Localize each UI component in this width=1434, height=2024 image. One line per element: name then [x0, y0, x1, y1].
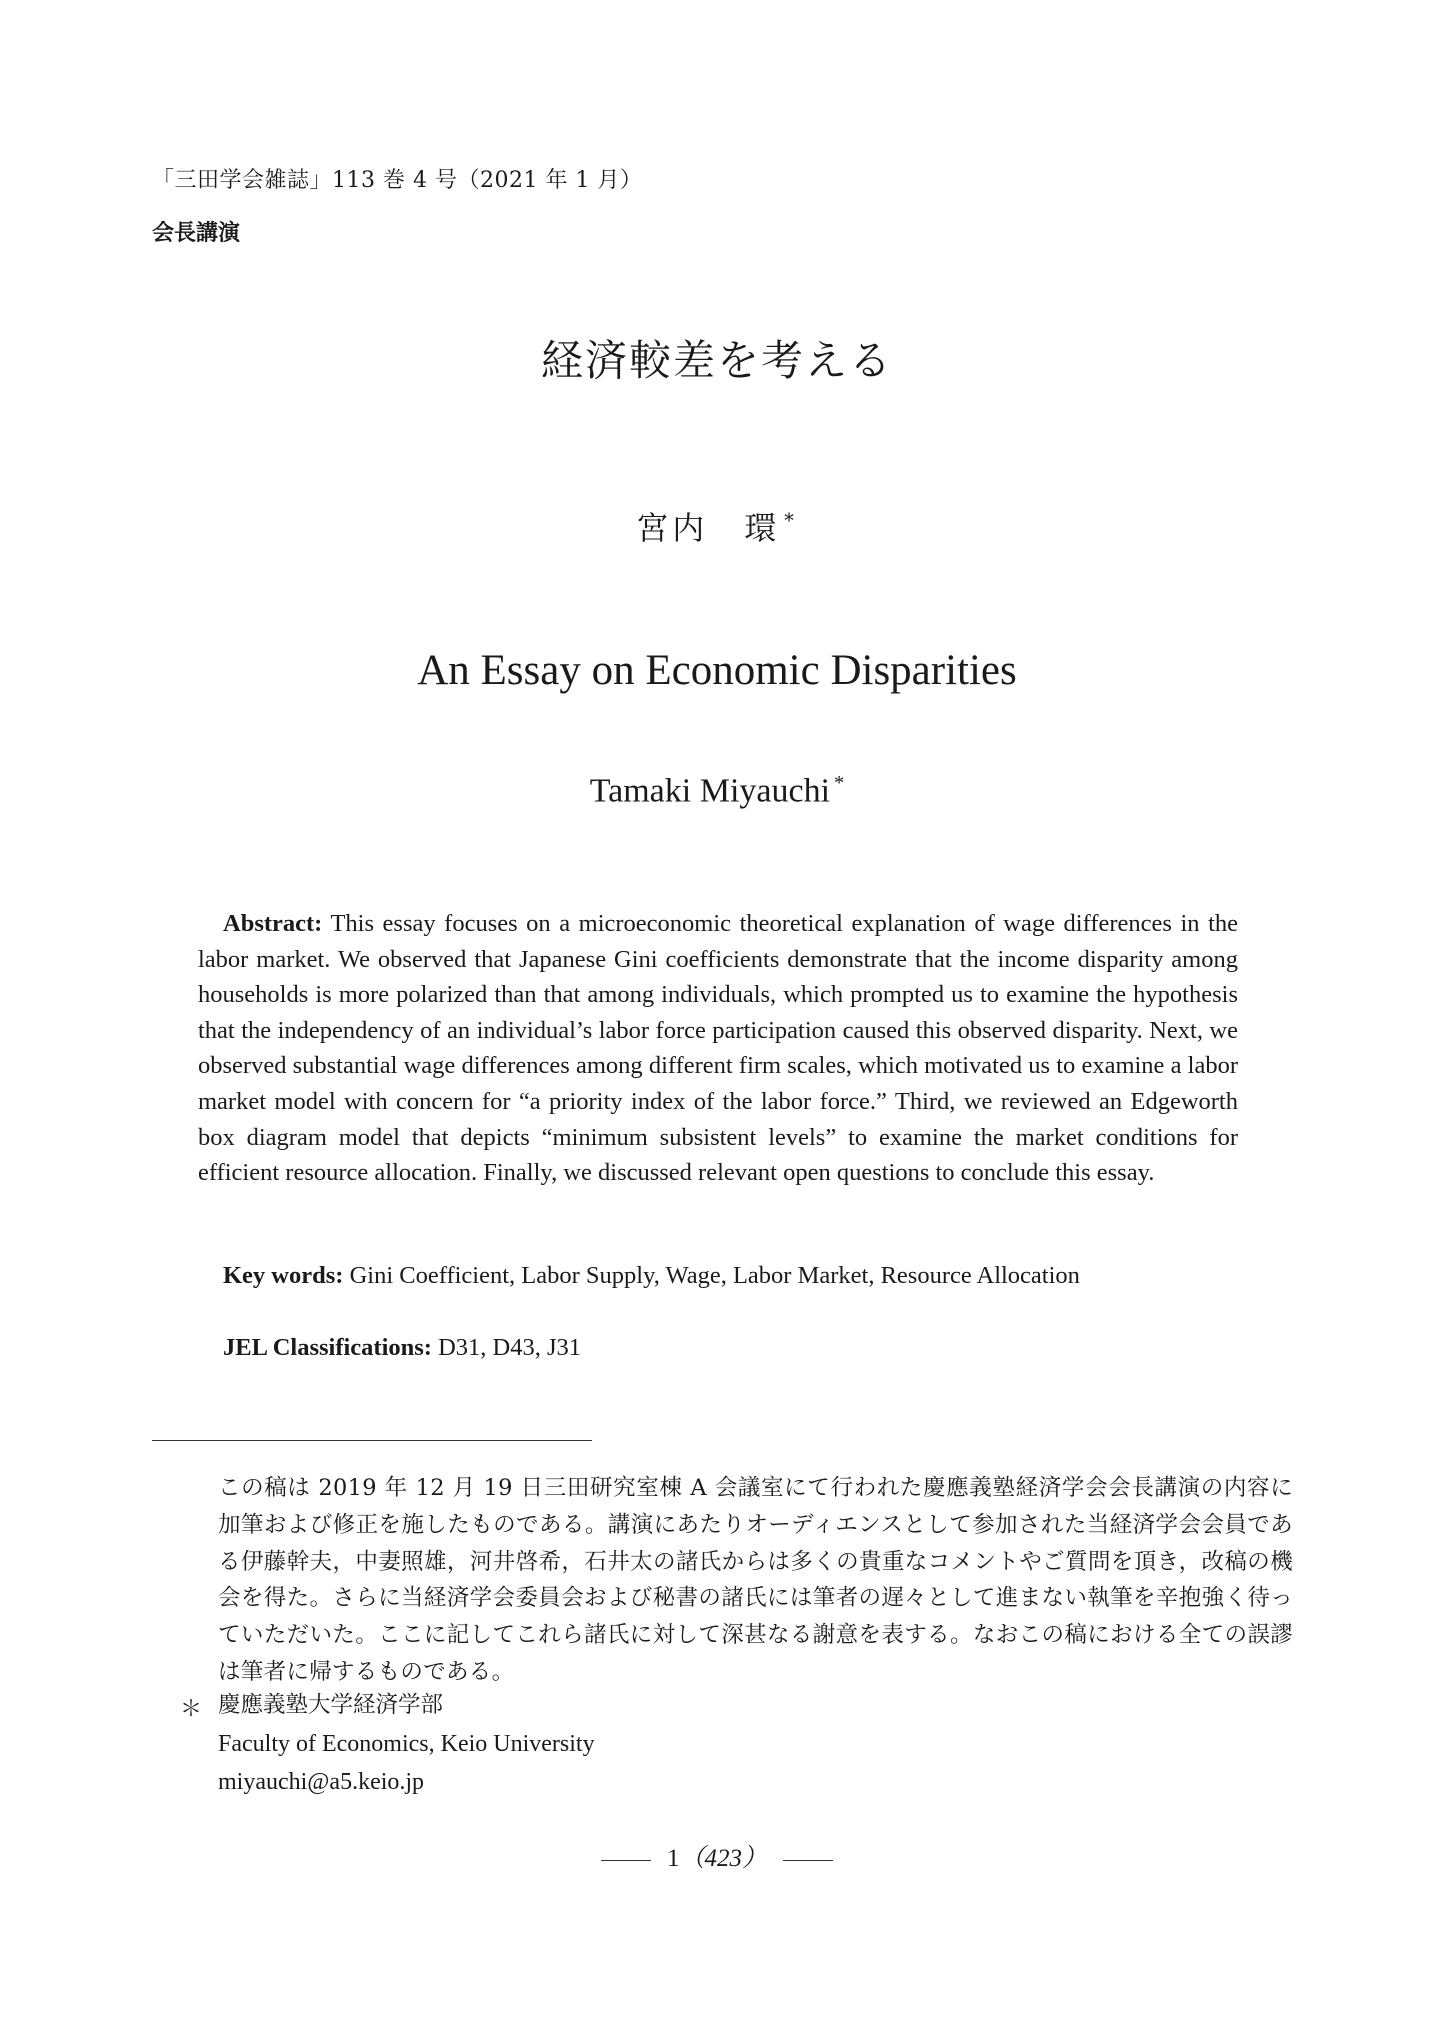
page-number-dash-left: [601, 1860, 651, 1861]
affiliation-english: Faculty of Economics, Keio University: [218, 1730, 595, 1757]
page-number-value: 1: [666, 1845, 680, 1872]
author-english: [0, 772, 1434, 810]
abstract-label: Abstract:: [223, 910, 323, 937]
keywords-text: Gini Coefficient, Labor Supply, Wage, Labor Market, Resource Allocation: [349, 1262, 1080, 1289]
jel-classifications: [223, 1334, 581, 1362]
author-footnote-mark-en: *: [834, 772, 845, 794]
title-english: An Essay on Economic Disparities: [417, 647, 1017, 694]
acknowledgement-footnote: この稿は 2019 年 12 月 19 日三田研究室棟 A 会議室にて行われた慶應義塾経済学会会長講演の内容に加筆および修正を施したものである。講演にあたりオーディエンスとして参加された当経済学会会員である伊藤幹夫，中妻照雄，河井啓希，石井太の諸氏からは多くの貴重なコメントやご質問を頂き，改稿の機会を得た。さらに当経済学会委員会および秘書の諸氏には筆者の遅々として進まない執筆を辛抱強く待っていただいた。ここに記してこれら諸氏に対して深甚なる謝意を表する。なおこの稿における全ての誤謬は筆者に帰するものである。: [218, 1475, 1293, 1685]
author-email: miyauchi@a5.keio.jp: [218, 1769, 425, 1795]
affiliation-footnote-mark: ＊: [180, 1697, 203, 1722]
page-number: [0, 1838, 1434, 1874]
keywords: [223, 1262, 1080, 1290]
article-category: 会長講演: [152, 221, 241, 246]
keywords-label: Key words:: [223, 1262, 344, 1289]
abstract-text: This essay focuses on a microeconomic theoretical explanation of wage differences in the labor market. We observed that Japanese Gini coefficients demonstrate that the income disparity among households is more polarized than that among individuals, which prompted us to examine the hypothesis that the independency of an individual’s labor force participation caused this observed disparity. Next, we observed substantial wage differences among different firm scales, which motivated us to examine a labor market model with concern for “a priority index of the labor force.” Third, we reviewed an Edgeworth box diagram model that depicts “minimum subsistent levels” to examine the market conditions for efficient resource allocation. Finally, we discussed relevant open questions to conclude this essay.: [198, 910, 1238, 1187]
footnote-divider: [152, 1440, 592, 1441]
page-number-original: （423）: [679, 1845, 767, 1872]
author-footnote-mark: *: [784, 509, 798, 533]
affiliation-japanese: 慶應義塾大学経済学部: [218, 1692, 444, 1718]
title-japanese: 経済較差を考える: [540, 336, 893, 385]
jel-text: D31, D43, J31: [438, 1334, 582, 1361]
author-name-japanese: 宮内 環: [636, 509, 781, 547]
author-name-english: Tamaki Miyauchi: [589, 772, 831, 810]
journal-citation: 「三田学会雑誌」113 巻 4 号（2021 年 1 月）: [152, 168, 643, 193]
jel-label: JEL Classifications:: [223, 1334, 432, 1361]
abstract: [198, 906, 1238, 1191]
page-number-dash-right: [783, 1860, 833, 1861]
affiliation-block: [218, 1686, 595, 1802]
author-japanese: [0, 503, 1434, 549]
